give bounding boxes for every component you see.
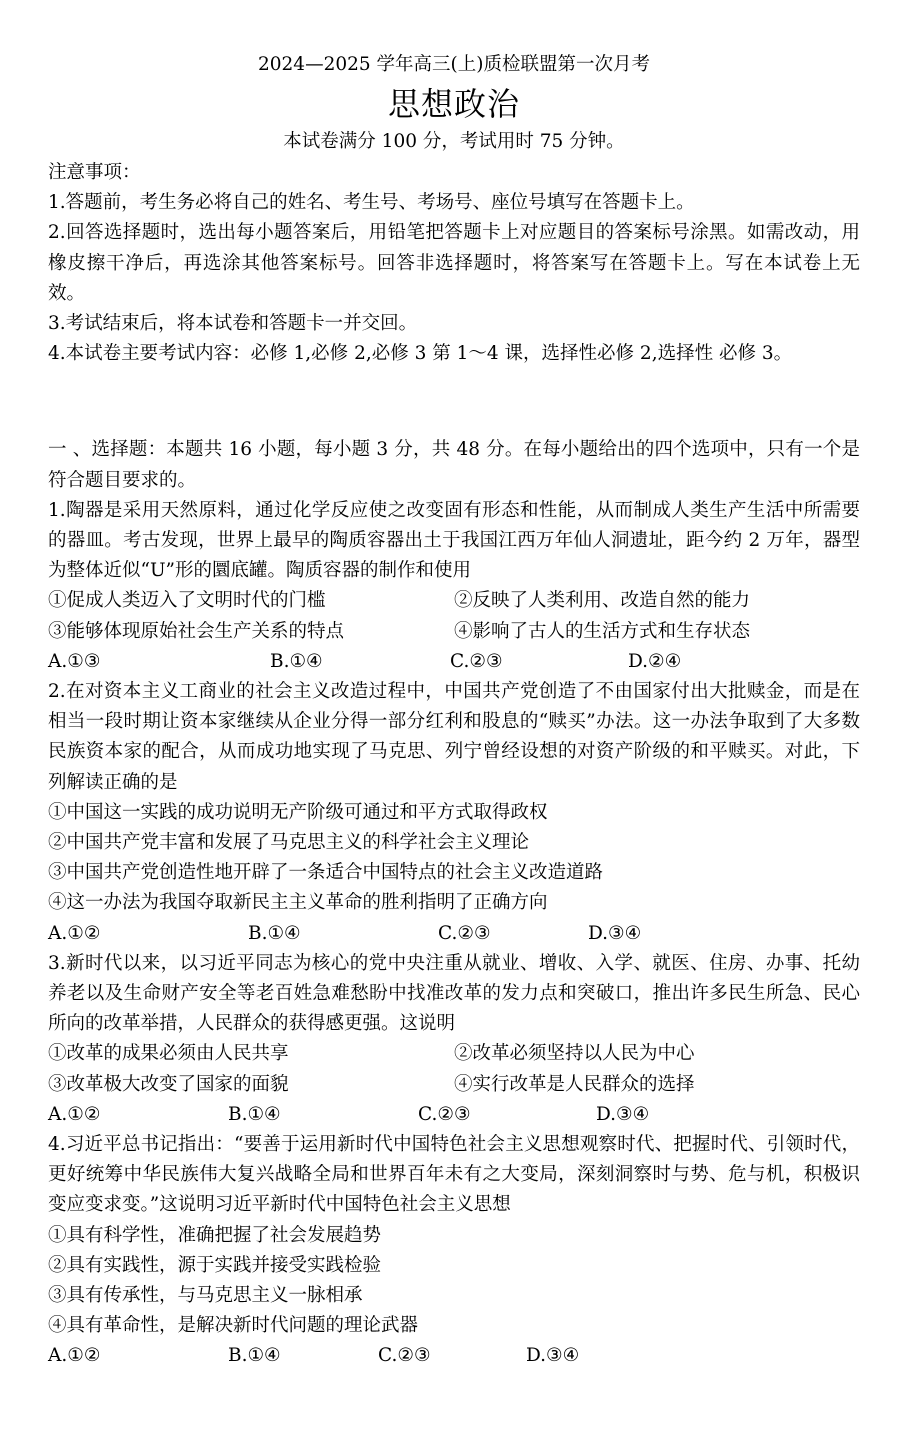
question-1-statement-1: ①促成人类迈入了文明时代的门槛 [48, 590, 326, 612]
exam-info: 本试卷满分 100 分，考试用时 75 分钟。 [283, 131, 625, 152]
question-3-answer-b[interactable]: B.①④ [228, 1103, 281, 1125]
question-3-answer-a[interactable]: A.①② [48, 1103, 101, 1125]
question-1-statements-row-2 [48, 617, 860, 647]
question-4-answer-d[interactable]: D.③④ [526, 1345, 580, 1367]
question-2-stem: 2.在对资本主义工商业的社会主义改造过程中，中国共产党创造了不由国家付出大批赎金，而是在相当一段时期让资本家继续从企业分得一部分红利和股息的“赎买”办法。这一办法争取到了大多数民族资本家的配合，从而成功地实现了马克思、列宁曾经设想的对资产阶级的和平赎买。对此，下列解读正确的是 [48, 681, 860, 793]
question-4-statement-3: ③具有传承性，与马克思主义一脉相承 [48, 1285, 363, 1307]
question-2-statement-1: ①中国这一实践的成功说明无产阶级可通过和平方式取得政权 [48, 801, 548, 823]
question-1-statement-2: ②反映了人类利用、改造自然的能力 [454, 590, 751, 612]
question-2-answers [48, 919, 860, 949]
question-1-answer-d[interactable]: D.②④ [628, 650, 682, 672]
question-4-statement-4: ④具有革命性，是解决新时代问题的理论武器 [48, 1315, 419, 1337]
notice-title: 注意事项： [48, 162, 141, 183]
notice-item-1: 1.答题前，考生务必将自己的姓名、考生号、考场号、座位号填写在答题卡上。 [48, 192, 695, 214]
question-2-answer-c[interactable]: C.②③ [438, 922, 491, 944]
question-1-stem: 1.陶器是采用天然原料，通过化学反应使之改变固有形态和性能，从而制成人类生产生活中所需要的器皿。考古发现，世界上最早的陶质容器出土于我国江西万年仙人洞遗址，距今约 2 万年，器型为整体近似“U”形的圜底罐。陶质容器的制作和使用 [48, 499, 860, 582]
question-2-answer-b[interactable]: B.①④ [248, 922, 301, 944]
question-3-statement-2: ②改革必须坚持以人民为中心 [454, 1043, 695, 1065]
question-4-statement-1: ①具有科学性，准确把握了社会发展趋势 [48, 1224, 382, 1246]
question-1-statements-row-1 [48, 586, 860, 616]
question-3-answers [48, 1100, 860, 1130]
question-4-statement-2: ②具有实践性，源于实践并接受实践检验 [48, 1254, 382, 1276]
notice-item-3: 3.考试结束后，将本试卷和答题卡一并交回。 [48, 313, 418, 335]
notice-item-2: 2.回答选择题时，选出每小题答案后，用铅笔把答题卡上对应题目的答案标号涂黑。如需改动，用橡皮擦干净后，再选涂其他答案标号。回答非选择题时，将答案写在答题卡上。写在本试卷上无效。 [48, 222, 860, 304]
question-3-answer-c[interactable]: C.②③ [418, 1103, 471, 1125]
question-2-answer-d[interactable]: D.③④ [588, 922, 642, 944]
question-1-answer-c[interactable]: C.②③ [450, 650, 503, 672]
question-4-answers [48, 1341, 860, 1371]
question-3-statements-row-1 [48, 1039, 860, 1069]
question-1-statement-4: ④影响了古人的生活方式和生存状态 [454, 620, 751, 642]
question-4-stem: 4.习近平总书记指出：“要善于运用新时代中国特色社会主义思想观察时代、把握时代、引领时代，更好统筹中华民族伟大复兴战略全局和世界百年未有之大变局，深刻洞察时与势、危与机，积极识变应变求变。”这说明习近平新时代中国特色社会主义思想 [48, 1134, 860, 1216]
exam-page [48, 40, 860, 1372]
question-1-statement-3: ③能够体现原始社会生产关系的特点 [48, 620, 345, 642]
spacer [48, 369, 860, 435]
question-2-statement-4: ④这一办法为我国夺取新民主主义革命的胜利指明了正确方向 [48, 892, 548, 914]
question-2-answer-a[interactable]: A.①② [48, 922, 101, 944]
subject-title: 思想政治 [387, 85, 520, 123]
question-4-answer-a[interactable]: A.①② [48, 1345, 101, 1367]
question-4-answer-c[interactable]: C.②③ [378, 1345, 431, 1367]
section-title: 一 、选择题：本题共 16 小题，每小题 3 分，共 48 分。在每小题给出的四个选项中，只有一个是符合题目要求的。 [48, 439, 860, 491]
question-3-statement-1: ①改革的成果必须由人民共享 [48, 1043, 289, 1065]
question-3-stem: 3.新时代以来，以习近平同志为核心的党中央注重从就业、增收、入学、就医、住房、办事、托幼养老以及生命财产安全等老百姓急难愁盼中找准改革的发力点和突破口，推出许多民生所急、民心所向的改革举措，人民群众的获得感更强。这说明 [48, 952, 860, 1035]
question-3-statement-4: ④实行改革是人民群众的选择 [454, 1073, 695, 1095]
notice-item-4: 4.本试卷主要考试内容：必修 1,必修 2,必修 3 第 1～4 课，选择性必修 2,选择性 必修 3。 [48, 343, 793, 365]
question-2-statement-2: ②中国共产党丰富和发展了马克思主义的科学社会主义理论 [48, 832, 530, 854]
exam-name: 2024—2025 学年高三(上)质检联盟第一次月考 [258, 54, 650, 75]
question-1-answers [48, 647, 860, 677]
question-1-answer-b[interactable]: B.①④ [270, 650, 323, 672]
question-2-statement-3: ③中国共产党创造性地开辟了一条适合中国特点的社会主义改造道路 [48, 862, 604, 884]
question-3-answer-d[interactable]: D.③④ [596, 1103, 650, 1125]
question-3-statements-row-2 [48, 1070, 860, 1100]
question-4-answer-b[interactable]: B.①④ [228, 1345, 281, 1367]
question-3-statement-3: ③改革极大改变了国家的面貌 [48, 1073, 289, 1095]
question-1-answer-a[interactable]: A.①③ [48, 650, 101, 672]
